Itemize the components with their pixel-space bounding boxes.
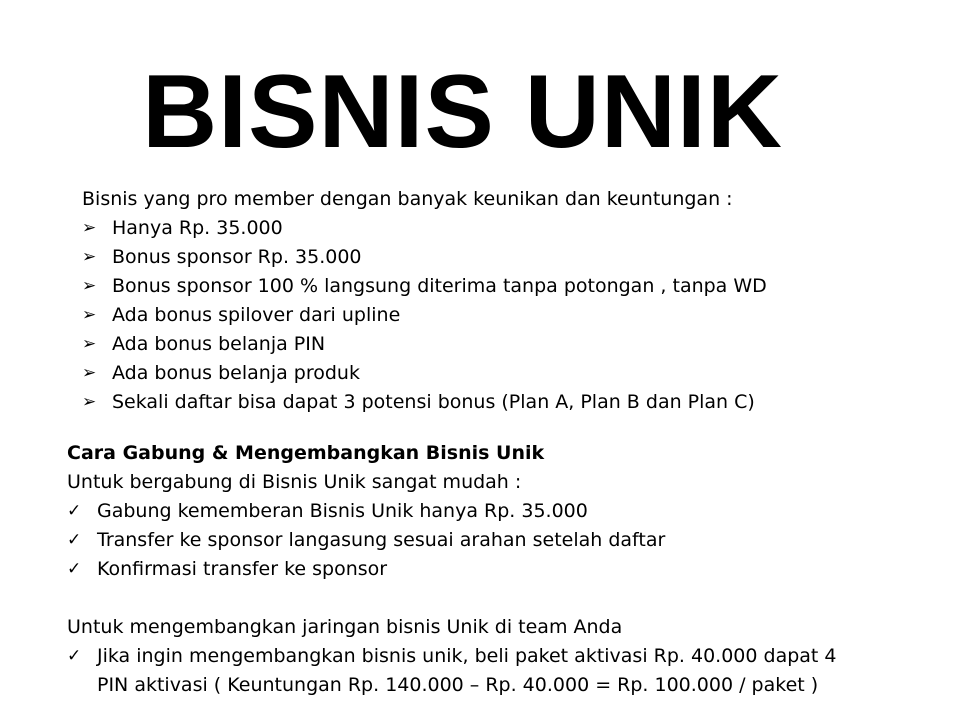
check-bullet-icon: ✓ — [67, 646, 82, 666]
join-section — [67, 439, 837, 700]
join-lead: Untuk bergabung di Bisnis Unik sangat mudah : — [67, 471, 522, 493]
list-item: ✓ Gabung kememberan Bisnis Unik hanya Rp. 35.000 — [67, 497, 837, 526]
check-bullet-icon: ✓ — [67, 559, 82, 579]
intro-lead: Bisnis yang pro member dengan banyak keunikan dan keuntungan : — [82, 188, 733, 210]
check-bullet-icon: ✓ — [67, 530, 82, 550]
join-list — [67, 497, 837, 584]
list-item: ✓ Konfirmasi transfer ke sponsor — [67, 555, 837, 584]
intro-section — [82, 185, 767, 417]
arrow-bullet-icon: ➢ — [82, 334, 97, 354]
spacer — [67, 584, 837, 613]
list-item: ➢ Sekali daftar bisa dapat 3 potensi bonus (Plan A, Plan B dan Plan C) — [82, 388, 767, 417]
list-item: ➢ Hanya Rp. 35.000 — [82, 214, 767, 243]
list-item: ✓ Jika ingin mengembangkan bisnis unik, beli paket aktivasi Rp. 40.000 dapat 4 — [67, 642, 837, 671]
list-item: ➢ Bonus sponsor 100 % langsung diterima tanpa potongan , tanpa WD — [82, 272, 767, 301]
develop-lead: Untuk mengembangkan jaringan bisnis Unik di team Anda — [67, 616, 623, 638]
arrow-bullet-icon: ➢ — [82, 276, 97, 296]
list-item: ➢ Ada bonus spilover dari upline — [82, 301, 767, 330]
section-heading: Cara Gabung & Mengembangkan Bisnis Unik — [67, 442, 545, 464]
arrow-bullet-icon: ➢ — [82, 218, 97, 238]
list-item: ➢ Ada bonus belanja produk — [82, 359, 767, 388]
develop-list — [67, 642, 837, 671]
check-bullet-icon: ✓ — [67, 501, 82, 521]
arrow-bullet-icon: ➢ — [82, 305, 97, 325]
arrow-bullet-icon: ➢ — [82, 363, 97, 383]
intro-list — [82, 214, 767, 417]
arrow-bullet-icon: ➢ — [82, 247, 97, 267]
list-item-continuation: PIN aktivasi ( Keuntungan Rp. 140.000 – Rp. 40.000 = Rp. 100.000 / paket ) — [97, 674, 819, 696]
page-title: BISNIS UNIK — [142, 54, 783, 170]
list-item: ➢ Bonus sponsor Rp. 35.000 — [82, 243, 767, 272]
list-item: ➢ Ada bonus belanja PIN — [82, 330, 767, 359]
arrow-bullet-icon: ➢ — [82, 392, 97, 412]
list-item: ✓ Transfer ke sponsor langasung sesuai arahan setelah daftar — [67, 526, 837, 555]
